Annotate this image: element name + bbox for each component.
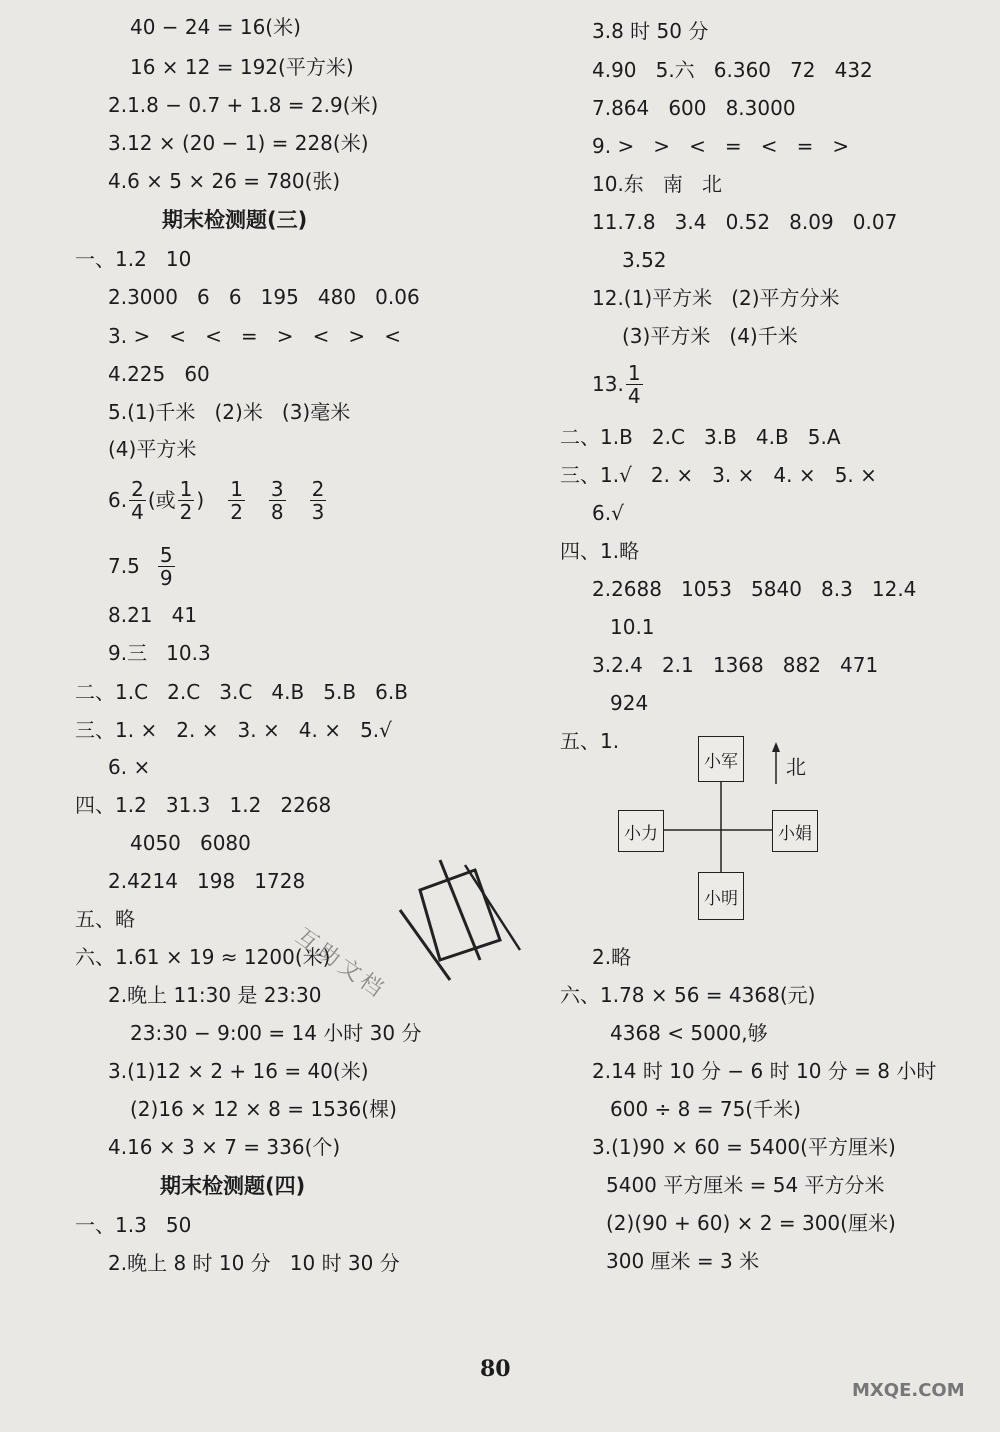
answer-line: 6. × — [108, 755, 151, 779]
denominator: 2 — [179, 499, 193, 524]
north-label: 北 — [786, 755, 806, 779]
answer-line: (2)16 × 12 × 8 = 1536(棵) — [130, 1097, 397, 1121]
answer-line: 2.晚上 8 时 10 分 10 时 30 分 — [108, 1251, 400, 1275]
answer-line: 3.(1)12 × 2 + 16 = 40(米) — [108, 1059, 369, 1083]
answer-line: 3.12 × (20 − 1) = 228(米) — [108, 131, 369, 155]
answer-line: 924 — [610, 691, 649, 715]
fraction — [129, 478, 146, 523]
denominator: 3 — [311, 499, 325, 524]
fraction — [310, 478, 327, 523]
answer-line: 2.略 — [592, 945, 632, 969]
answer-line: 10.1 — [610, 615, 655, 639]
page-number: 80 — [480, 1356, 511, 1382]
answer-line: 二、1.B 2.C 3.B 4.B 5.A — [560, 425, 841, 449]
fraction-answer-line — [108, 474, 328, 526]
denominator: 8 — [270, 499, 284, 524]
denominator: 2 — [230, 499, 243, 524]
numerator: 1 — [627, 360, 641, 385]
answer-line: (2)(90 + 60) × 2 = 300(厘米) — [606, 1211, 896, 1235]
answer-line: 一、1.3 50 — [75, 1213, 192, 1237]
numerator: 2 — [131, 476, 144, 501]
answer-line: 2.晚上 11:30 是 23:30 — [108, 983, 322, 1007]
answer-line: 23:30 − 9:00 = 14 小时 30 分 — [130, 1021, 422, 1045]
answer-line: 四、1.略 — [560, 539, 640, 563]
answer-line: 4.90 5.六 6.360 72 432 — [592, 58, 873, 82]
answer-line: 3.8 时 50 分 — [592, 19, 709, 43]
answer-line: 5.(1)千米 (2)米 (3)毫米 — [108, 400, 351, 424]
map-box-south: 小明 — [698, 872, 744, 920]
answer-line: 9.三 10.3 — [108, 641, 211, 665]
answer-line: 四、1.2 31.3 1.2 2268 — [75, 793, 332, 817]
fraction-answer-line — [592, 358, 645, 410]
item-number: 13. — [592, 372, 624, 396]
map-box-east: 小娟 — [772, 810, 818, 852]
answer-line: 三、1.√ 2. × 3. × 4. × 5. × — [560, 463, 877, 487]
denominator: 9 — [159, 565, 173, 590]
answer-line: 2.4214 198 1728 — [108, 869, 306, 893]
answer-line: 3. > < < = > < > < — [108, 324, 402, 348]
answer-line: 2.2688 1053 5840 8.3 12.4 — [592, 577, 917, 601]
answer-line: 2.3000 6 6 195 480 0.06 — [108, 285, 420, 309]
answer-line: (4)平方米 — [108, 437, 197, 461]
answer-line: 7.864 600 8.3000 — [592, 96, 796, 120]
answer-line: 2.14 时 10 分 − 6 时 10 分 = 8 小时 — [592, 1059, 937, 1083]
answer-line: 600 ÷ 8 = 75(千米) — [610, 1097, 801, 1121]
answer-line: 三、1. × 2. × 3. × 4. × 5.√ — [75, 718, 392, 742]
fraction — [626, 362, 643, 407]
answer-line: 五、略 — [75, 907, 135, 931]
answer-line: 10.东 南 北 — [592, 172, 722, 196]
answer-line: 六、1.61 × 19 ≈ 1200(米) — [75, 945, 331, 969]
numerator: 3 — [270, 476, 284, 501]
text: ) — [196, 488, 205, 512]
item-number: 7.5 — [108, 554, 140, 578]
numerator: 1 — [230, 476, 243, 501]
fraction — [158, 544, 175, 589]
answer-line: 4.16 × 3 × 7 = 336(个) — [108, 1135, 341, 1159]
answer-line: 40 − 24 = 16(米) — [130, 15, 301, 39]
numerator: 1 — [179, 476, 193, 501]
answer-line: 一、1.2 10 — [75, 247, 192, 271]
answer-line: 11.7.8 3.4 0.52 8.09 0.07 — [592, 210, 898, 234]
answer-line: 9. > > < = < = > — [592, 134, 850, 158]
fraction — [178, 478, 195, 523]
answer-line: (3)平方米 (4)千米 — [622, 324, 798, 348]
numerator: 2 — [311, 476, 325, 501]
section-heading: 期末检测题(三) — [162, 208, 308, 232]
answer-line: 4.6 × 5 × 26 = 780(张) — [108, 169, 341, 193]
fraction-answer-line — [108, 540, 177, 592]
watermark-scribble — [380, 840, 540, 990]
text: (或 — [147, 488, 176, 512]
answer-line: 6.√ — [592, 501, 624, 525]
answer-line: 5400 平方厘米 = 54 平方分米 — [606, 1173, 885, 1197]
numerator: 5 — [159, 542, 173, 567]
fraction — [228, 478, 245, 523]
item-number: 6. — [108, 488, 128, 512]
answer-line: 4050 6080 — [130, 831, 251, 855]
fraction — [269, 478, 286, 523]
section-heading: 期末检测题(四) — [160, 1174, 306, 1198]
answer-line: 300 厘米 = 3 米 — [606, 1249, 760, 1273]
answer-line: 2.1.8 − 0.7 + 1.8 = 2.9(米) — [108, 93, 379, 117]
map-box-north: 小军 — [698, 736, 744, 782]
answer-line: 六、1.78 × 56 = 4368(元) — [560, 983, 816, 1007]
denominator: 4 — [627, 383, 641, 408]
watermark-text: 互助文档 — [290, 924, 391, 1005]
answer-line: 3.2.4 2.1 1368 882 471 — [592, 653, 879, 677]
answer-line: 4368 < 5000,够 — [610, 1021, 768, 1045]
answer-line: 五、1. — [560, 729, 620, 753]
map-box-west: 小力 — [618, 810, 664, 852]
answer-line: 4.225 60 — [108, 362, 210, 386]
denominator: 4 — [131, 499, 144, 524]
answer-line: 3.(1)90 × 60 = 5400(平方厘米) — [592, 1135, 896, 1159]
corner-watermark: MXQE.COM — [852, 1380, 965, 1401]
answer-line: 3.52 — [622, 248, 667, 272]
answer-line: 8.21 41 — [108, 603, 198, 627]
answer-line: 16 × 12 = 192(平方米) — [130, 55, 354, 79]
answer-line: 12.(1)平方米 (2)平方分米 — [592, 286, 840, 310]
answer-line: 二、1.C 2.C 3.C 4.B 5.B 6.B — [75, 680, 408, 704]
